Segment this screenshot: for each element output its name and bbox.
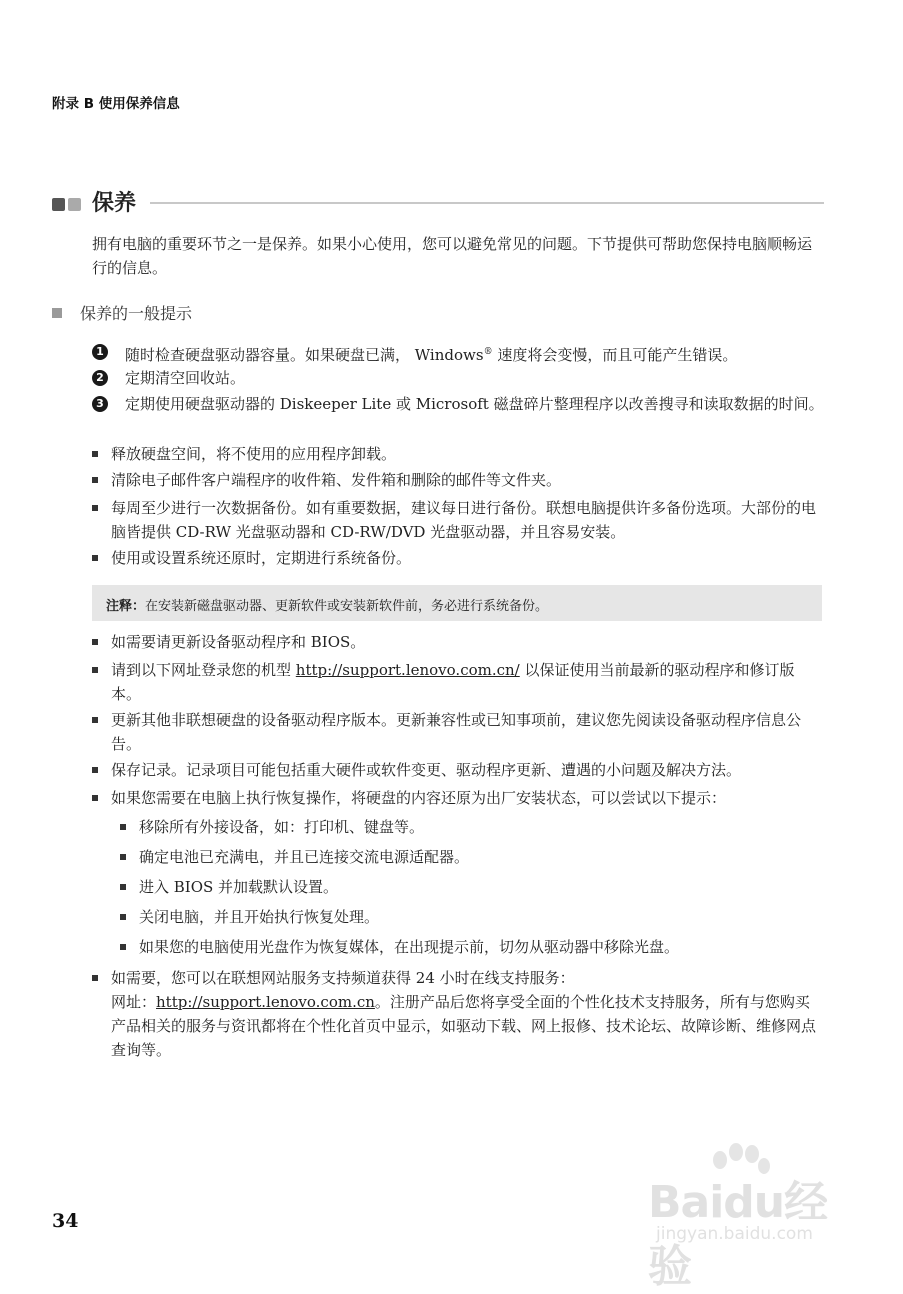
note-text: 在安装新磁盘驱动器、更新软件或安装新软件前，务必进行系统备份。 bbox=[145, 599, 549, 614]
support-link[interactable]: http://support.lenovo.com.cn/ bbox=[295, 661, 520, 679]
item-text: 如果您需要在电脑上执行恢复操作，将硬盘的内容还原为出厂安装状态，可以尝试以下提示： bbox=[111, 789, 727, 807]
bullet-item bbox=[92, 786, 824, 810]
bullet-item bbox=[92, 966, 824, 1062]
numbered-item bbox=[92, 366, 824, 390]
item-text: 请到以下网址登录您的机型 bbox=[111, 661, 296, 679]
number-badge: 1 bbox=[92, 344, 108, 360]
bullet-icon bbox=[120, 914, 126, 920]
item-text: 更新其他非联想硬盘的设备驱动程序版本。更新兼容性或已知事项前，建议您先阅读设备驱动程序信息公告。 bbox=[111, 711, 802, 753]
bullet-item bbox=[92, 468, 824, 492]
item-text: 使用或设置系统还原时，定期进行系统备份。 bbox=[111, 549, 412, 567]
number-badge: 2 bbox=[92, 370, 108, 386]
sub-bullet-item bbox=[120, 815, 820, 839]
item-text: 关闭电脑，并且开始执行恢复处理。 bbox=[139, 908, 380, 926]
bullet-item bbox=[92, 546, 824, 570]
intro-paragraph: 拥有电脑的重要环节之一是保养。如果小心使用，您可以避免常见的问题。下节提供可帮助您保持电脑顺畅运行的信息。 bbox=[92, 235, 813, 277]
bullet-icon bbox=[92, 477, 98, 483]
bullet-icon bbox=[92, 667, 98, 673]
bullet-icon bbox=[92, 555, 98, 561]
item-text: 进入 BIOS 并加载默认设置。 bbox=[139, 878, 339, 896]
support-url-link[interactable]: http://support.lenovo.com.cn bbox=[156, 993, 375, 1011]
bullet-icon bbox=[92, 975, 98, 981]
bullet-item bbox=[92, 496, 824, 544]
bullet-icon bbox=[120, 824, 126, 830]
sub-bullet-item bbox=[120, 845, 820, 869]
note-box bbox=[92, 585, 822, 621]
heading-rule bbox=[150, 202, 824, 204]
baidu-watermark bbox=[640, 1140, 860, 1292]
numbered-item bbox=[92, 340, 824, 367]
item-text: 清除电子邮件客户端程序的收件箱、发件箱和删除的邮件等文件夹。 bbox=[111, 471, 562, 489]
item-text: 以保证使用当前最新的驱动程序和修订版本。 bbox=[111, 661, 795, 703]
item-text: 每周至少进行一次数据备份。如有重要数据，建议每日进行备份。联想电脑提供许多备份选项。大部份的电脑皆提供 CD-RW 光盘驱动器和 CD-RW/DVD 光盘驱动器，并且容易安装。 bbox=[111, 499, 817, 541]
sub-bullet-item bbox=[120, 905, 820, 929]
url-label: 网址： bbox=[111, 993, 157, 1011]
bullet-item bbox=[92, 708, 824, 756]
bullet-item bbox=[92, 630, 824, 654]
bullet-item bbox=[92, 758, 824, 782]
bullet-icon bbox=[92, 505, 98, 511]
subsection-square-icon bbox=[52, 308, 62, 318]
item-text: 移除所有外接设备，如：打印机、键盘等。 bbox=[139, 818, 425, 836]
heading-square-icon bbox=[68, 198, 81, 211]
number-badge: 3 bbox=[92, 396, 108, 412]
subsection-heading bbox=[52, 301, 452, 324]
bullet-icon bbox=[120, 944, 126, 950]
bullet-icon bbox=[92, 767, 98, 773]
registered-mark: ® bbox=[483, 347, 493, 357]
bullet-icon bbox=[92, 717, 98, 723]
bullet-icon bbox=[92, 451, 98, 457]
item-text: 定期使用硬盘驱动器的 Diskeeper Lite 或 Microsoft 磁盘碎片整理程序以改善搜寻和读取数据的时间。 bbox=[125, 395, 824, 413]
bullet-icon bbox=[92, 795, 98, 801]
page-header: 附录 B 使用保养信息 bbox=[52, 96, 180, 112]
item-text: 确定电池已充满电，并且已连接交流电源适配器。 bbox=[139, 848, 470, 866]
sub-bullet-item bbox=[120, 935, 820, 959]
item-text: 随时检查硬盘驱动器容量。如果硬盘已满， Windows bbox=[125, 346, 484, 364]
bullet-item bbox=[92, 658, 824, 706]
item-text: 定期清空回收站。 bbox=[125, 369, 246, 387]
bullet-icon bbox=[120, 854, 126, 860]
item-text: 如果您的电脑使用光盘作为恢复媒体，在出现提示前，切勿从驱动器中移除光盘。 bbox=[139, 938, 680, 956]
subsection-title: 保养的一般提示 bbox=[80, 304, 193, 323]
numbered-item bbox=[92, 392, 824, 416]
item-text: 。注册产品后您将享受全面的个性化技术支持服务，所有与您购买产品相关的服务与资讯都将在个性化首页中显示，如驱动下载、网上报修、技术论坛、故障诊断、维修网点查询等。 bbox=[111, 993, 817, 1059]
note-label: 注释： bbox=[106, 599, 146, 614]
section-title: 保养 bbox=[92, 191, 137, 216]
bullet-item bbox=[92, 442, 824, 466]
item-text: 如需要，您可以在联想网站服务支持频道获得 24 小时在线支持服务： bbox=[111, 969, 575, 987]
bullet-icon bbox=[120, 884, 126, 890]
item-text: 保存记录。记录项目可能包括重大硬件或软件变更、驱动程序更新、遭遇的小问题及解决方法。 bbox=[111, 761, 742, 779]
heading-square-icon bbox=[52, 198, 65, 211]
item-text: 如需要请更新设备驱动程序和 BIOS。 bbox=[111, 633, 366, 651]
sub-bullet-item bbox=[120, 875, 820, 899]
item-text: 速度将会变慢，而且可能产生错误。 bbox=[492, 346, 738, 364]
watermark-text: Baidu经验 bbox=[648, 1177, 828, 1292]
item-text: 释放硬盘空间，将不使用的应用程序卸载。 bbox=[111, 445, 397, 463]
page-number: 34 bbox=[52, 1210, 79, 1232]
watermark-url: jingyan.baidu.com bbox=[656, 1224, 813, 1244]
section-heading bbox=[52, 184, 824, 220]
bullet-icon bbox=[92, 639, 98, 645]
